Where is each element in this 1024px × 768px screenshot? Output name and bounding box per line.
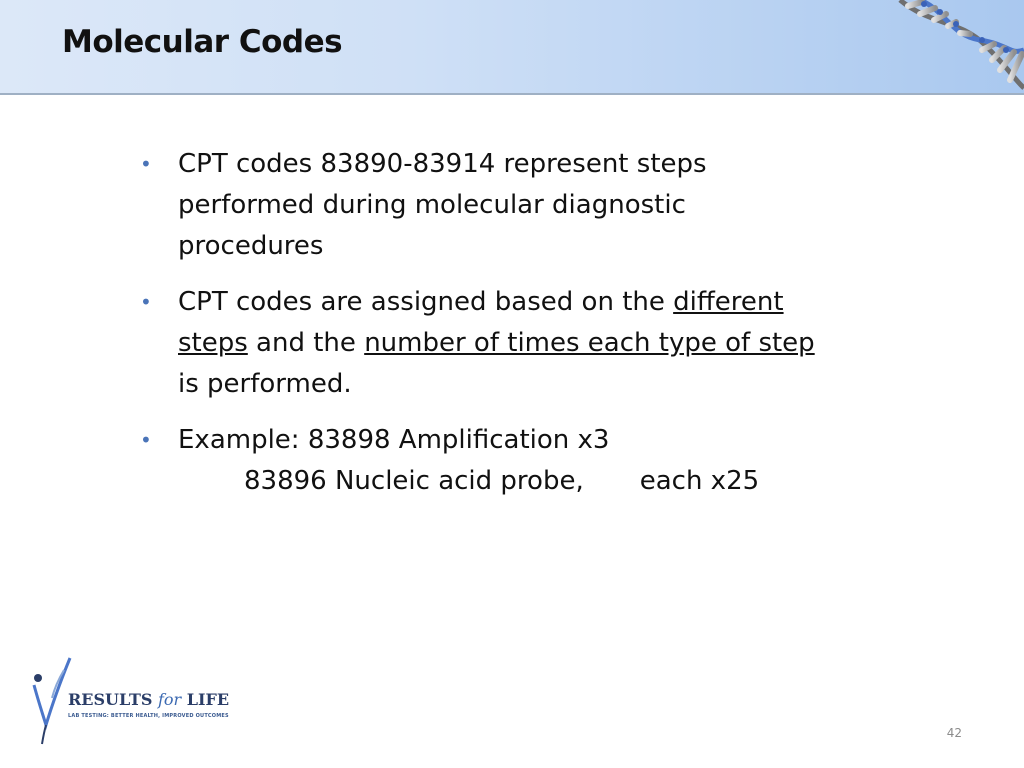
dna-helix-icon (890, 0, 1024, 95)
logo-wordmark: RESULTS for LIFE (68, 690, 230, 709)
bullet-text-line: performed during molecular diagnostic (178, 190, 686, 220)
page-number: 42 (946, 726, 962, 740)
bullet-item (140, 144, 880, 267)
slide-title: Molecular Codes (62, 24, 343, 60)
bullet-dot-icon: • (140, 428, 152, 452)
bullet-text: CPT codes are assigned based on the (178, 287, 674, 317)
bullet-text: and the (247, 328, 365, 358)
bullet-text: 83896 Nucleic acid probe, (244, 466, 584, 496)
underlined-text: steps (178, 328, 248, 358)
logo-tagline: LAB TESTING: BETTER HEALTH, IMPROVED OUTCOMES (68, 713, 229, 719)
bullet-list (140, 144, 880, 517)
slide-header (0, 0, 1024, 95)
bullet-dot-icon: • (140, 152, 152, 176)
bullet-text-line: CPT codes 83890-83914 represent steps (178, 149, 707, 179)
bullet-text: is performed. (178, 369, 352, 399)
bullet-text: each x25 (639, 466, 760, 496)
bullet-text-line: Example: 83898 Amplification x3 (178, 425, 610, 455)
bullet-item (140, 420, 880, 502)
bullet-item (140, 282, 880, 405)
underlined-text: number of times each type of step (364, 328, 815, 358)
bullet-dot-icon: • (140, 290, 152, 314)
bullet-text-line: procedures (178, 231, 324, 261)
underlined-text: different (673, 287, 784, 317)
